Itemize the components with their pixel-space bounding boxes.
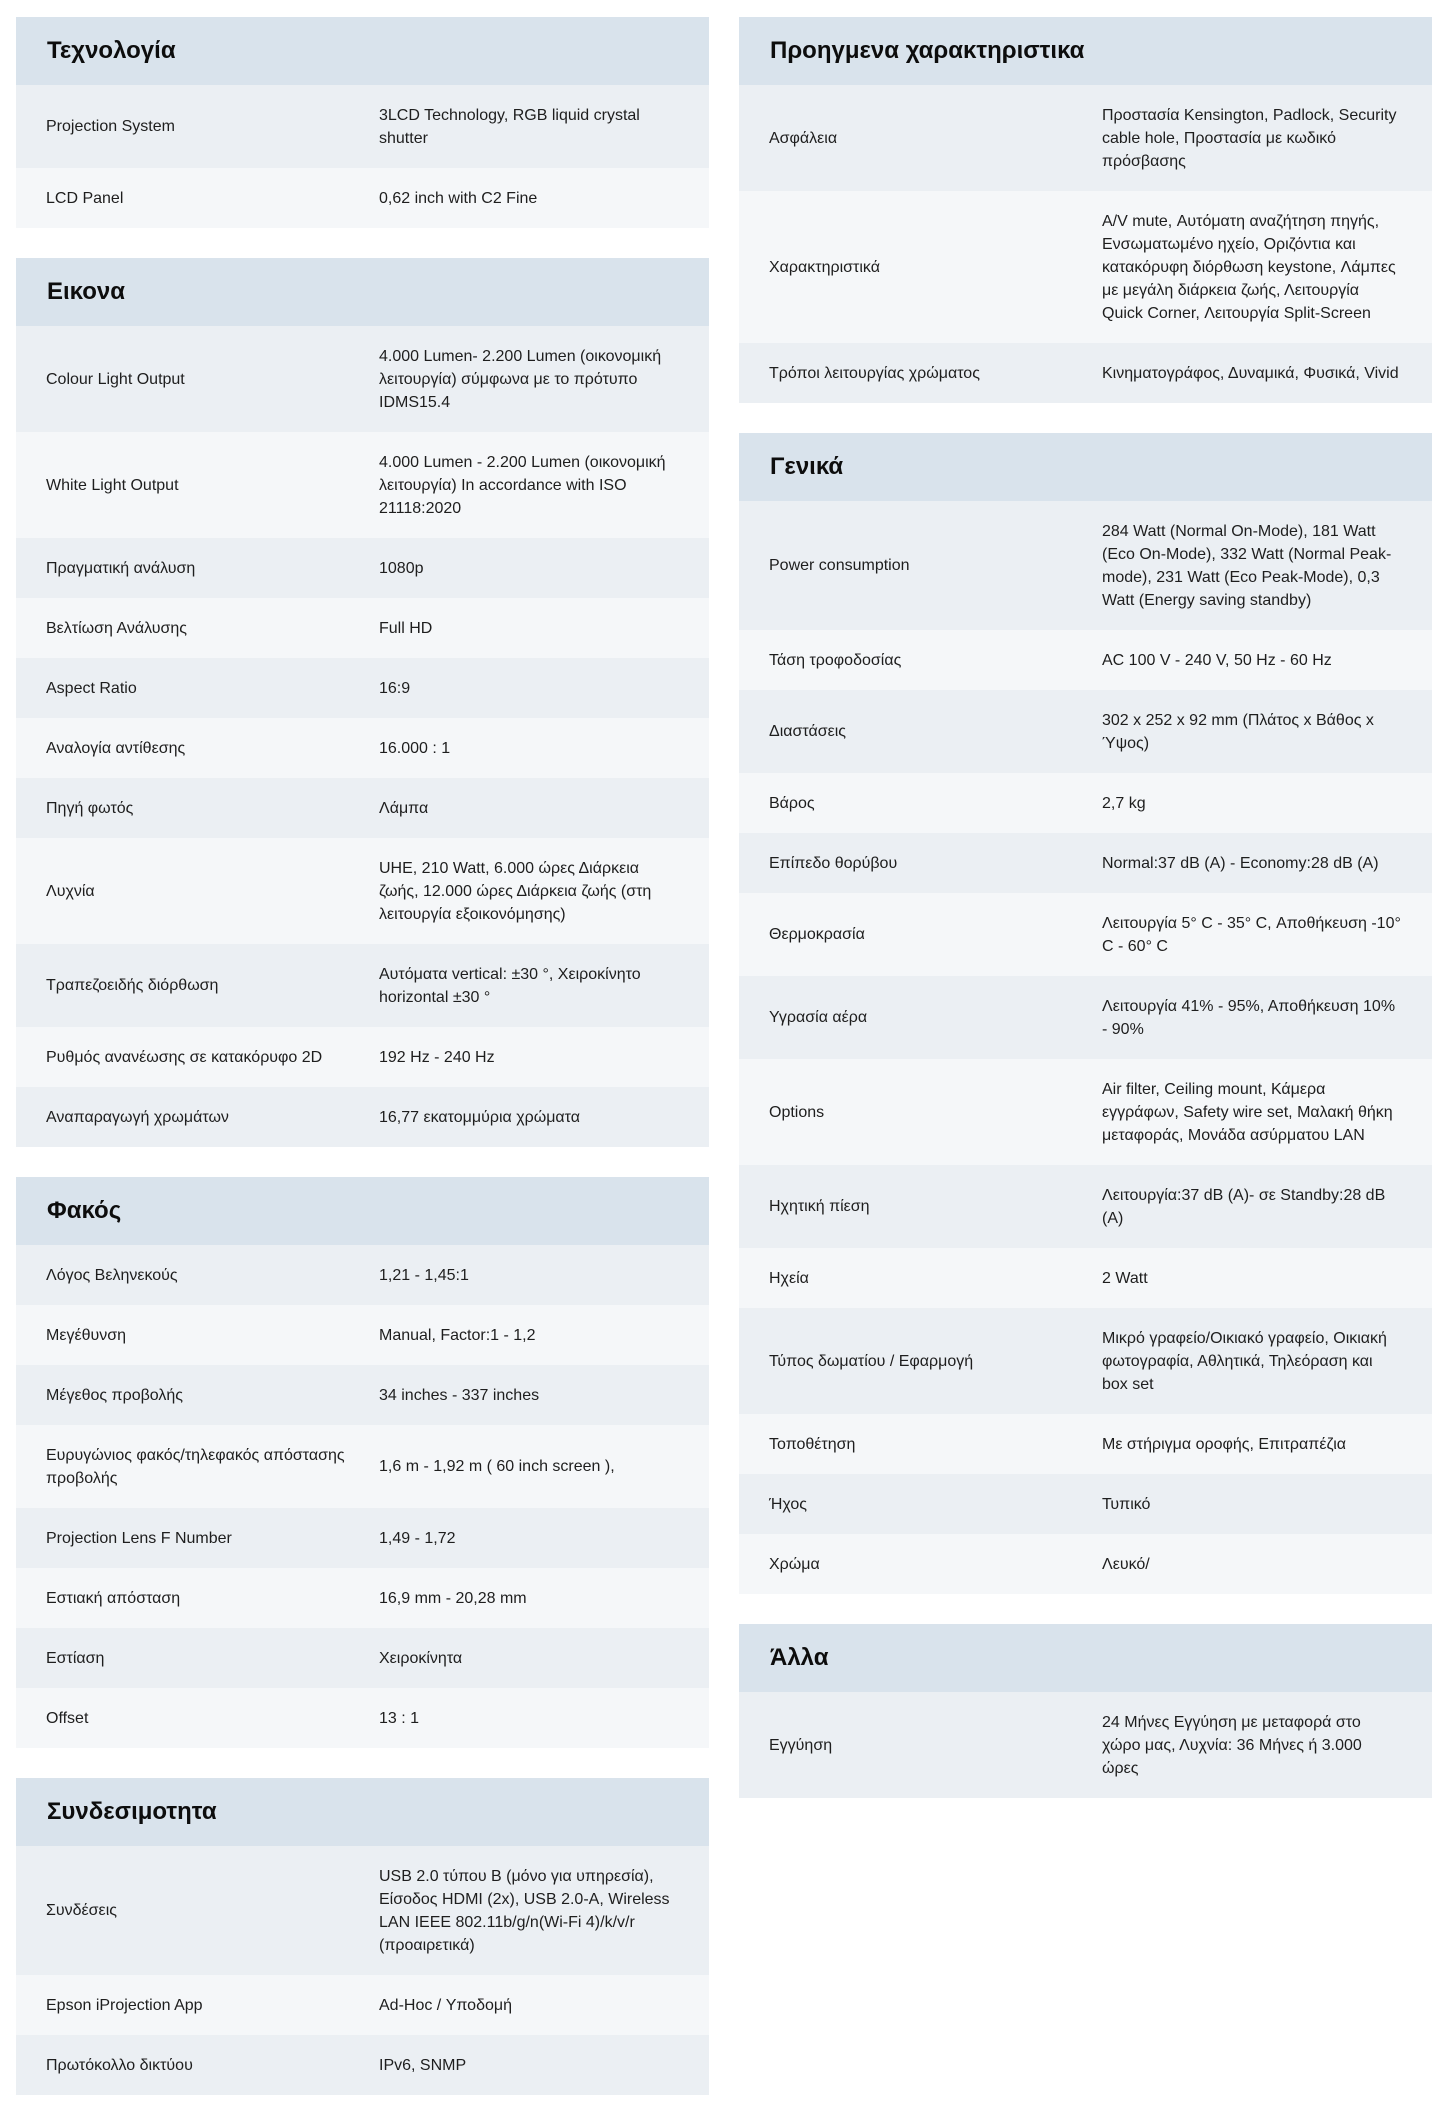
- spec-value: 1,49 - 1,72: [379, 1529, 456, 1547]
- spec-value: 1080p: [379, 559, 424, 577]
- spec-row: [739, 191, 1432, 343]
- spec-row: [16, 838, 709, 944]
- spec-value: Full HD: [379, 619, 433, 637]
- spec-value: 2 Watt: [1102, 1269, 1148, 1287]
- section-title: Προηγμενα χαρακτηριστικα: [770, 37, 1085, 64]
- spec-label: Ήχος: [769, 1495, 807, 1513]
- spec-row: [16, 1628, 709, 1688]
- spec-label: Ρυθμός ανανέωσης σε κατακόρυφο 2D: [46, 1048, 323, 1066]
- section-header: [739, 433, 1432, 501]
- spec-label: Πηγή φωτός: [46, 799, 134, 817]
- spec-value: Normal:37 dB (A) - Economy:28 dB (A): [1102, 854, 1379, 872]
- spec-value: 284 Watt (Normal On-Mode), 181 Watt (Eco On-Mode), 332 Watt (Normal Peak-mode), 231 Watt (Eco Peak-Mode), 0,3 Watt (Energy saving standby): [1102, 522, 1392, 609]
- spec-label: Χρώμα: [769, 1555, 820, 1573]
- spec-row: [739, 976, 1432, 1059]
- spec-value: Λειτουργία:37 dB (A)- σε Standby:28 dB (A): [1102, 1186, 1386, 1227]
- spec-value: 4.000 Lumen - 2.200 Lumen (οικονομική λειτουργία) In accordance with ISO 21118:2020: [379, 453, 666, 517]
- spec-section: [739, 433, 1432, 1594]
- spec-label: Colour Light Output: [46, 370, 185, 388]
- spec-label: Epson iProjection App: [46, 1996, 203, 2014]
- spec-value: Ad-Hoc / Υποδομή: [379, 1996, 512, 2014]
- spec-value: 0,62 inch with C2 Fine: [379, 189, 538, 207]
- spec-row: [739, 1165, 1432, 1248]
- spec-table: [739, 1692, 1432, 1798]
- section-header: [16, 1778, 709, 1846]
- spec-value: UHE, 210 Watt, 6.000 ώρες Διάρκεια ζωής, 12.000 ώρες Διάρκεια ζωής (στη λειτουργία εξοικονόμησης): [379, 859, 652, 923]
- spec-row: [16, 432, 709, 538]
- spec-label: White Light Output: [46, 476, 179, 494]
- spec-label: Πρωτόκολλο δικτύου: [46, 2056, 193, 2074]
- spec-row: [16, 944, 709, 1027]
- spec-label: Διαστάσεις: [769, 723, 846, 740]
- spec-value: Τυπικό: [1102, 1495, 1151, 1513]
- spec-row: [16, 1688, 709, 1748]
- spec-value: USB 2.0 τύπου B (μόνο για υπηρεσία), Είσοδος HDMI (2x), USB 2.0-A, Wireless LAN IEEE 802.11b/g/n(Wi-Fi 4)/k/v/r (προαιρετικά): [379, 1867, 670, 1954]
- spec-label: Εστίαση: [46, 1649, 105, 1667]
- section-title: Τεχνολογία: [47, 37, 176, 64]
- spec-section: [739, 1624, 1432, 1798]
- spec-row: [16, 538, 709, 598]
- spec-label: Μέγεθος προβολής: [46, 1386, 183, 1404]
- spec-value: Λειτουργία 41% - 95%, Αποθήκευση 10% - 90%: [1102, 997, 1396, 1038]
- spec-row: [739, 1248, 1432, 1308]
- spec-value: AC 100 V - 240 V, 50 Hz - 60 Hz: [1102, 651, 1332, 669]
- spec-table: [16, 1846, 709, 2095]
- section-header: [739, 17, 1432, 85]
- spec-label: Αναλογία αντίθεσης: [46, 739, 186, 757]
- spec-value: Προστασία Kensington, Padlock, Security cable hole, Προστασία με κωδικό πρόσβασης: [1102, 106, 1397, 170]
- spec-value: 16,9 mm - 20,28 mm: [379, 1589, 527, 1607]
- spec-value: 3LCD Technology, RGB liquid crystal shutter: [379, 106, 640, 147]
- spec-row: [16, 1508, 709, 1568]
- spec-row: [739, 630, 1432, 690]
- spec-value: 16,77 εκατομμύρια χρώματα: [379, 1108, 581, 1126]
- spec-value: Air filter, Ceiling mount, Κάμερα εγγράφων, Safety wire set, Μαλακή θήκη μεταφοράς, Μονάδα ασύρματου LAN: [1102, 1080, 1393, 1144]
- spec-label: Τραπεζοειδής διόρθωση: [46, 977, 219, 994]
- spec-value: 13 : 1: [379, 1709, 420, 1727]
- spec-table: [739, 501, 1432, 1594]
- spec-value: Χειροκίνητα: [379, 1649, 463, 1667]
- section-title: Συνδεσιμοτητα: [47, 1798, 217, 1825]
- spec-section: [16, 258, 709, 1147]
- spec-label: LCD Panel: [46, 189, 124, 207]
- spec-table: [16, 326, 709, 1147]
- spec-label: Ηχητική πίεση: [769, 1198, 870, 1215]
- spec-row: [739, 773, 1432, 833]
- section-title: Εικονα: [47, 278, 126, 305]
- spec-row: [16, 1365, 709, 1425]
- spec-value: Μικρό γραφείο/Οικιακό γραφείο, Οικιακή φωτογραφία, Αθλητικά, Τηλεόραση και box set: [1102, 1329, 1387, 1393]
- spec-value: Με στήριγμα οροφής, Επιτραπέζια: [1102, 1435, 1347, 1453]
- spec-value: Κινηματογράφος, Δυναμικά, Φυσικά, Vivid: [1102, 364, 1399, 382]
- spec-row: [16, 778, 709, 838]
- spec-label: Power consumption: [769, 557, 910, 574]
- spec-label: Τοποθέτηση: [769, 1435, 856, 1453]
- spec-label: Ασφάλεια: [769, 129, 838, 147]
- spec-value: 1,21 - 1,45:1: [379, 1266, 469, 1284]
- spec-row: [739, 833, 1432, 893]
- spec-value: Λευκό/: [1102, 1555, 1150, 1573]
- section-title: Φακός: [47, 1197, 122, 1224]
- spec-label: Αναπαραγωγή χρωμάτων: [46, 1108, 229, 1126]
- section-title: Άλλα: [770, 1644, 829, 1671]
- spec-section: [16, 17, 709, 228]
- section-header: [16, 1177, 709, 1245]
- section-header: [16, 258, 709, 326]
- spec-label: Εγγύηση: [769, 1736, 833, 1754]
- spec-label: Λόγος Βεληνεκούς: [46, 1266, 178, 1284]
- spec-value: Λάμπα: [379, 799, 429, 817]
- spec-label: Τρόποι λειτουργίας χρώματος: [769, 364, 980, 382]
- section-header: [739, 1624, 1432, 1692]
- spec-label: Options: [769, 1103, 825, 1121]
- spec-label: Τάση τροφοδοσίας: [769, 651, 902, 669]
- spec-value: 24 Μήνες Εγγύηση με μεταφορά στο χώρο μας, Λυχνία: 36 Μήνες ή 3.000 ώρες: [1102, 1713, 1362, 1777]
- spec-value: Αυτόματα vertical: ±30 °, Χειροκίνητο horizontal ±30 °: [379, 965, 641, 1006]
- spec-label: Θερμοκρασία: [769, 926, 865, 943]
- spec-section: [739, 17, 1432, 403]
- spec-row: [16, 168, 709, 228]
- spec-value: 16:9: [379, 679, 411, 697]
- spec-row: [739, 501, 1432, 630]
- spec-row: [16, 1087, 709, 1147]
- spec-row: [739, 1692, 1432, 1798]
- spec-row: [16, 1245, 709, 1305]
- spec-row: [16, 1846, 709, 1975]
- spec-column-right: [739, 17, 1432, 1828]
- spec-label: Επίπεδο θορύβου: [769, 854, 898, 872]
- spec-row: [739, 690, 1432, 773]
- spec-value: 1,6 m - 1,92 m ( 60 inch screen ),: [379, 1458, 615, 1475]
- spec-row: [739, 1414, 1432, 1474]
- spec-row: [16, 2035, 709, 2095]
- spec-label: Λυχνία: [46, 882, 95, 900]
- spec-row: [739, 1308, 1432, 1414]
- spec-label: Βελτίωση Ανάλυσης: [46, 619, 187, 637]
- spec-value: 16.000 : 1: [379, 739, 451, 757]
- spec-label: Projection Lens F Number: [46, 1529, 232, 1547]
- spec-table: [739, 85, 1432, 403]
- spec-value: 34 inches - 337 inches: [379, 1386, 540, 1404]
- spec-row: [16, 326, 709, 432]
- spec-label: Υγρασία αέρα: [769, 1009, 868, 1026]
- spec-row: [16, 718, 709, 778]
- spec-value: A/V mute, Αυτόματη αναζήτηση πηγής, Ενσωματωμένο ηχείο, Οριζόντια και κατακόρυφη διόρθωση keystone, Λάμπες με μεγάλη διάρκεια ζωής, Λειτουργία Quick Corner, Λειτουργία Split-Screen: [1102, 212, 1396, 322]
- spec-label: Projection System: [46, 118, 175, 135]
- spec-row: [739, 1534, 1432, 1594]
- spec-row: [16, 1975, 709, 2035]
- spec-section: [16, 1778, 709, 2095]
- spec-value: 2,7 kg: [1102, 794, 1146, 812]
- spec-table: [16, 1245, 709, 1748]
- spec-label: Ηχεία: [769, 1269, 809, 1287]
- spec-row: [16, 1425, 709, 1508]
- spec-label: Εστιακή απόσταση: [46, 1589, 181, 1607]
- spec-label: Τύπος δωματίου / Εφαρμογή: [769, 1352, 974, 1370]
- spec-label: Ευρυγώνιος φακός/τηλεφακός απόστασης προβολής: [46, 1446, 345, 1487]
- spec-value: Λειτουργία 5° C - 35° C, Αποθήκευση -10° C - 60° C: [1102, 914, 1401, 955]
- spec-row: [16, 1305, 709, 1365]
- spec-row: [16, 85, 709, 168]
- spec-row: [739, 893, 1432, 976]
- section-title: Γενικά: [770, 453, 844, 480]
- spec-value: IPv6, SNMP: [379, 2056, 467, 2074]
- spec-value: Manual, Factor:1 - 1,2: [379, 1326, 536, 1344]
- spec-row: [16, 1027, 709, 1087]
- spec-section: [16, 1177, 709, 1748]
- spec-row: [16, 598, 709, 658]
- spec-value: 192 Hz - 240 Hz: [379, 1048, 495, 1066]
- spec-table: [16, 85, 709, 228]
- spec-row: [739, 343, 1432, 403]
- spec-label: Μεγέθυνση: [46, 1326, 127, 1344]
- spec-row: [16, 658, 709, 718]
- spec-label: Πραγματική ανάλυση: [46, 559, 196, 577]
- spec-value: 4.000 Lumen- 2.200 Lumen (οικονομική λειτουργία) σύμφωνα με το πρότυπο IDMS15.4: [379, 347, 662, 411]
- spec-label: Χαρακτηριστικά: [769, 258, 880, 276]
- spec-row: [739, 85, 1432, 191]
- spec-column-left: [16, 17, 709, 2125]
- spec-row: [739, 1059, 1432, 1165]
- spec-row: [16, 1568, 709, 1628]
- spec-label: Συνδέσεις: [46, 1902, 117, 1919]
- spec-row: [739, 1474, 1432, 1534]
- spec-label: Offset: [46, 1709, 89, 1727]
- section-header: [16, 17, 709, 85]
- spec-value: 302 x 252 x 92 mm (Πλάτος x Βάθος x Ύψος): [1102, 711, 1374, 752]
- spec-label: Aspect Ratio: [46, 679, 137, 697]
- spec-label: Βάρος: [769, 794, 815, 812]
